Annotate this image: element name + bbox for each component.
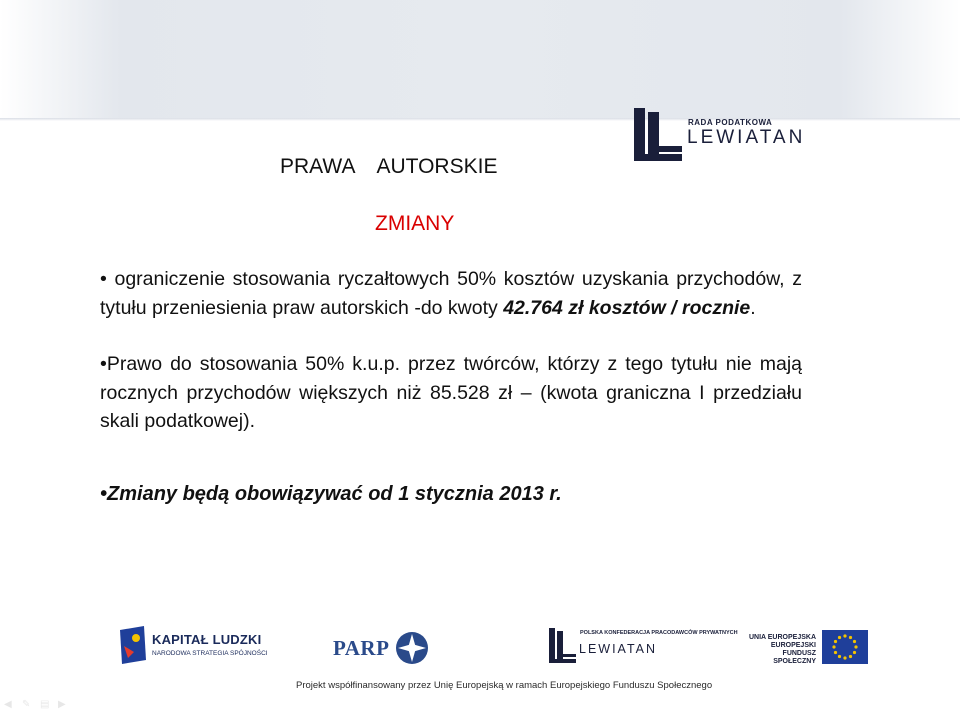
kapital-ludzki-logo [118, 626, 268, 670]
cofinance-text: Projekt współfinansowany przez Unię Europejską w ramach Europejskiego Funduszu Społecznego [296, 680, 713, 691]
bullet-marker: • [100, 482, 108, 505]
slide-subtitle: ZMIANY [375, 212, 455, 235]
prev-arrow-icon[interactable]: ◀ [4, 699, 12, 710]
lewiatan-small-top: POLSKA KONFEDERACJA PRACODAWCÓW PRYWATNYCH [580, 630, 738, 636]
bullet-text: ograniczenie stosowania ryczałtowych 50% kosztów uzyskania przychodów, z tytułu przeniesienia praw autorskich -do kwoty [100, 268, 802, 319]
eu-flag-icon [822, 630, 868, 664]
lewiatan-mark-icon [632, 108, 688, 164]
kapital-ludzki-sub: NARODOWA STRATEGIA SPÓJNOŚCI [152, 650, 268, 657]
parp-mark-icon [393, 630, 431, 666]
bullet-item-3 [100, 480, 802, 509]
kapital-ludzki-name: KAPITAŁ LUDZKI [152, 632, 262, 647]
bullet-item-2 [100, 350, 802, 436]
bullet-emphasis: 42.764 zł kosztów / rocznie [503, 296, 751, 319]
slide-nav-controls[interactable] [4, 694, 94, 710]
parp-name: PARP [333, 636, 390, 660]
header-band [0, 0, 960, 118]
pen-icon[interactable]: ✎ [22, 699, 31, 710]
lewiatan-small-logo [548, 628, 738, 672]
bullet-text-end: . [750, 296, 756, 319]
bullet-list [100, 265, 802, 508]
footer-logos [0, 616, 960, 676]
eu-logo [744, 630, 874, 670]
logo-big-text: LEWIATAN [687, 127, 806, 148]
bullet-text: Zmiany będą obowiązywać od 1 stycznia 2013 r. [107, 482, 562, 505]
parp-logo [333, 628, 443, 668]
bullet-item-1 [100, 265, 802, 322]
menu-icon[interactable]: ▤ [40, 699, 50, 710]
bullet-marker: • [100, 268, 107, 290]
slide-title: PRAWA AUTORSKIE [280, 155, 498, 178]
lewiatan-logo [632, 108, 812, 168]
lewiatan-small-mark-icon [548, 628, 578, 666]
bullet-marker: • [100, 353, 107, 375]
logo-small-text: RADA PODATKOWA [688, 118, 773, 127]
kapital-ludzki-flag-icon [118, 626, 148, 666]
next-arrow-icon[interactable]: ▶ [58, 699, 66, 710]
eu-text: UNIA EUROPEJSKA EUROPEJSKI FUNDUSZ SPOŁECZNY [748, 634, 816, 665]
lewiatan-small-name: LEWIATAN [579, 642, 658, 656]
bullet-text: Prawo do stosowania 50% k.u.p. przez twórców, którzy z tego tytułu nie mają rocznych przychodów większych niż 85.528 zł – (kwota graniczna I przedziału skali podatkowej). [100, 353, 802, 432]
header-band-edge [0, 118, 960, 121]
